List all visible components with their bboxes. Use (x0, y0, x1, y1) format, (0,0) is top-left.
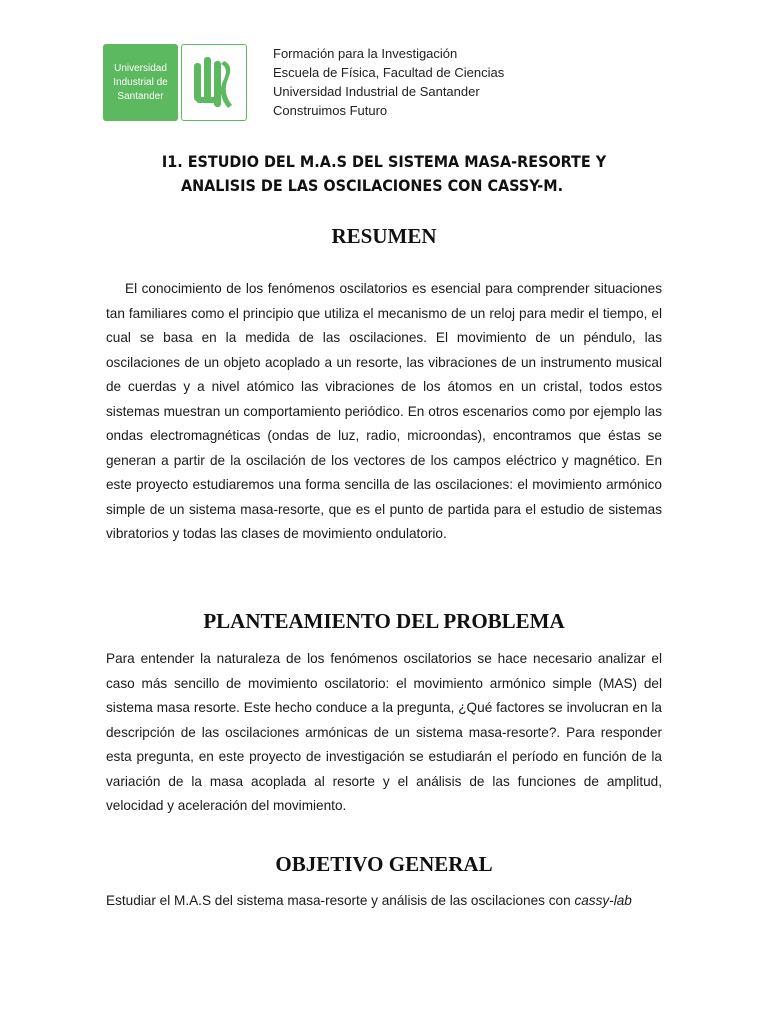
resumen-heading: RESUMEN (331, 224, 437, 248)
title-line-1: I1. ESTUDIO DEL M.A.S DEL SISTEMA MASA-RESORTE Y (161, 152, 607, 171)
planteamiento-paragraph: Para entender la naturaleza de los fenómenos oscilatorios se hace necesario analizar el caso más sencillo de movimiento oscilatorio: el movimiento armónico simple (MAS) del sistema masa resorte. Este hecho conduce a la pregunta, ¿Qué factores se involucran en la descripción de las oscilaciones armónicas de un sistema masa-resorte?. Para responder esta pregunta, en este proyecto de investigación se estudiarán el período en función de la variación de la masa acoplada al resorte y el análisis de las funciones de amplitud, velocidad y aceleración del movimiento. (106, 651, 662, 813)
resumen-paragraph: El conocimiento de los fenómenos oscilatorios es esencial para comprender situaciones tan familiares como el principio que utiliza el mecanismo de un reloj para medir el tiempo, el cual se basa en la medida de las oscilaciones. El movimiento de un péndulo, las oscilaciones de un objeto acoplado a un resorte, las vibraciones de un instrumento musical de cuerdas y a nivel atómico las vibraciones de los átomos en un cristal, todos estos sistemas muestran un comportamiento periódico. En otros escenarios como por ejemplo las ondas electromagnéticas (ondas de luz, radio, microondas), encontramos que éstas se generan a partir de la oscilación de los vectores de los campos eléctrico y magnético. En este proyecto estudiaremos una forma sencilla de las oscilaciones: el movimiento armónico simple de un sistema masa-resorte, que es el punto de partida para el estudio de sistemas vibratorios y todas las clases de movimiento ondulatorio. (106, 281, 662, 541)
objetivo-text: Estudiar el M.A.S del sistema masa-resorte y análisis de las oscilaciones con (106, 893, 575, 908)
institution-info (273, 44, 504, 120)
institution-line: Escuela de Física, Facultad de Ciencias (273, 65, 505, 80)
objetivo-heading: OBJETIVO GENERAL (275, 852, 493, 876)
objetivo-paragraph (106, 893, 632, 908)
logo-line: Universidad (114, 62, 167, 74)
uis-logo-mark (181, 44, 247, 121)
document-title (0, 150, 768, 198)
institution-line: Formación para la Investigación (273, 46, 458, 61)
institution-line: Construimos Futuro (273, 103, 388, 118)
university-logo-text (103, 44, 178, 121)
objetivo-italic-text: cassy-lab (574, 893, 632, 908)
planteamiento-heading: PLANTEAMIENTO DEL PROBLEMA (203, 609, 565, 633)
title-line-2: ANALISIS DE LAS OSCILACIONES CON CASSY-M. (180, 176, 564, 195)
logo-line: Santander (117, 90, 164, 102)
institution-line: Universidad Industrial de Santander (273, 84, 480, 99)
uis-logo-icon (192, 53, 236, 113)
document-header (103, 44, 663, 122)
logo-line: Industrial de (113, 76, 168, 88)
